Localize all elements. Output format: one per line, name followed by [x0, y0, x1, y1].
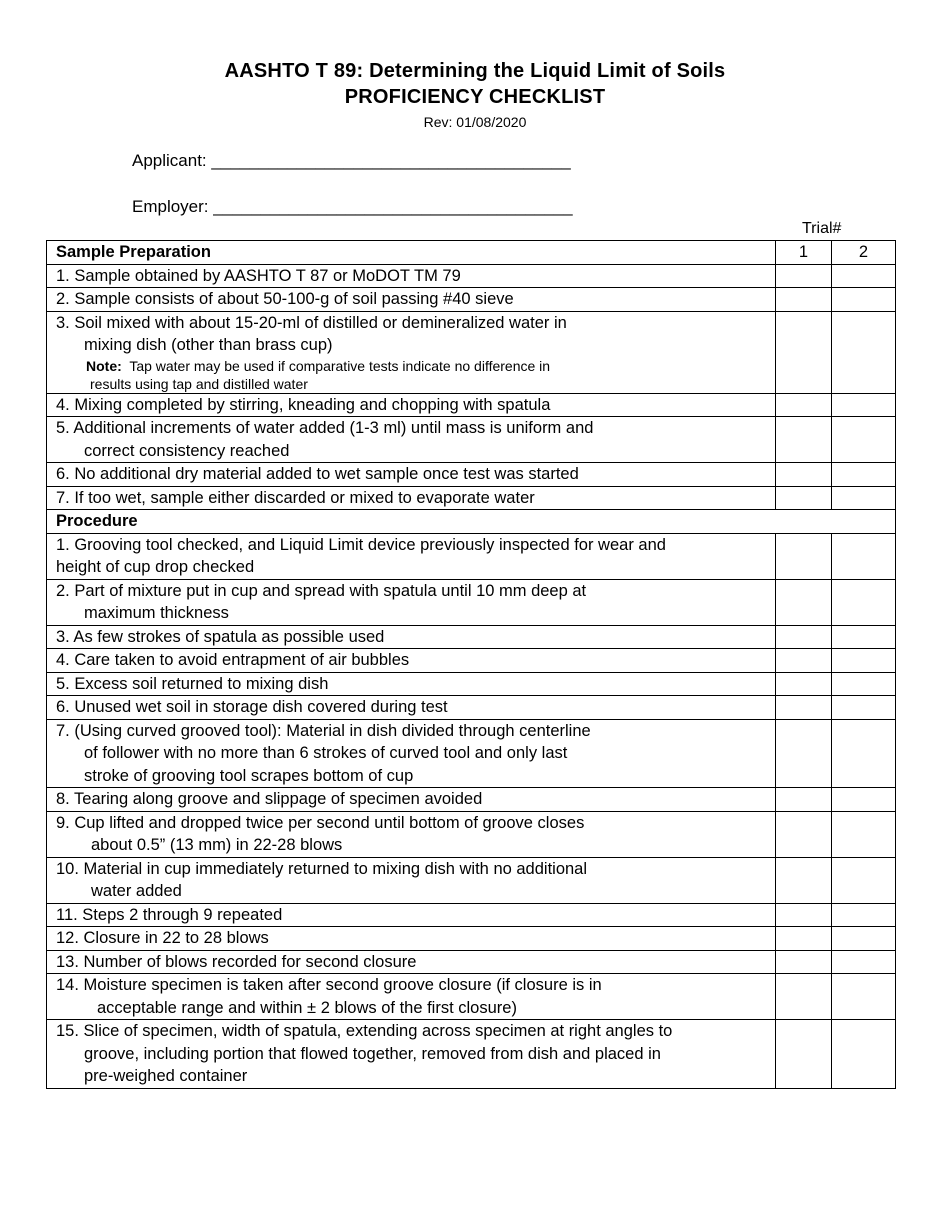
trial-2-cell[interactable]: [832, 788, 896, 812]
item-text: height of cup drop checked: [56, 558, 255, 576]
checklist-item: 3. As few strokes of spatula as possible used: [47, 625, 776, 649]
item-text: groove, including portion that flowed together, removed from dish and placed in: [84, 1044, 661, 1063]
item-text: maximum thickness: [84, 604, 229, 622]
trial-2-cell[interactable]: [832, 417, 896, 463]
trial-1-cell[interactable]: [776, 579, 832, 625]
trial-1-cell[interactable]: [776, 533, 832, 579]
trial-1-cell[interactable]: [776, 393, 832, 417]
checklist-row: [47, 950, 896, 974]
item-text: 9. Cup lifted and dropped twice per second until bottom of groove closes: [56, 813, 585, 832]
sample-preparation-heading: Sample Preparation: [47, 241, 776, 265]
note-text: Tap water may be used if comparative tests indicate no difference in: [129, 357, 551, 374]
checklist-item: 12. Closure in 22 to 28 blows: [47, 927, 776, 951]
applicant-field[interactable]: [132, 151, 571, 171]
trial-1-cell[interactable]: [776, 311, 832, 393]
trial-1-cell[interactable]: [776, 625, 832, 649]
employer-field[interactable]: [132, 197, 573, 217]
item-text: pre-weighed container: [84, 1067, 248, 1085]
checklist-row: [47, 927, 896, 951]
checklist-row: [47, 579, 896, 625]
item-text: mixing dish (other than brass cup): [84, 336, 333, 354]
applicant-label: Applicant:: [132, 151, 207, 170]
item-text: 3. Soil mixed with about 15-20-ml of distilled or demineralized water in: [56, 313, 567, 332]
trial-1-header: 1: [776, 241, 832, 265]
checklist-row: [47, 788, 896, 812]
trial-2-cell[interactable]: [832, 672, 896, 696]
trial-2-cell[interactable]: [832, 696, 896, 720]
trial-1-cell[interactable]: [776, 417, 832, 463]
checklist-item: 4. Mixing completed by stirring, kneading and chopping with spatula: [47, 393, 776, 417]
trial-1-cell[interactable]: [776, 672, 832, 696]
checklist-item: 7. If too wet, sample either discarded or mixed to evaporate water: [47, 486, 776, 510]
checklist-item: 4. Care taken to avoid entrapment of air bubbles: [47, 649, 776, 673]
trial-2-cell[interactable]: [832, 311, 896, 393]
checklist-row: [47, 533, 896, 579]
trial-1-cell[interactable]: [776, 950, 832, 974]
trial-2-cell[interactable]: [832, 579, 896, 625]
procedure-heading: Procedure: [47, 510, 896, 534]
checklist-row: [47, 696, 896, 720]
item-text: stroke of grooving tool scrapes bottom of cup: [84, 766, 414, 785]
item-note: [56, 357, 775, 375]
item-text: 14. Moisture specimen is taken after second groove closure (if closure is in: [56, 976, 602, 994]
trial-2-cell[interactable]: [832, 974, 896, 1020]
employer-label: Employer:: [132, 197, 209, 216]
checklist-item: [47, 311, 776, 393]
note-label: Note:: [86, 357, 122, 374]
checklist-row: [47, 672, 896, 696]
item-text: 5. Additional increments of water added (1-3 ml) until mass is uniform and: [56, 419, 594, 437]
trial-1-cell[interactable]: [776, 649, 832, 673]
trial-2-cell[interactable]: [832, 950, 896, 974]
checklist-item: 6. Unused wet soil in storage dish covered during test: [47, 696, 776, 720]
checklist-row: [47, 463, 896, 487]
checklist-row: [47, 417, 896, 463]
trial-1-cell[interactable]: [776, 719, 832, 788]
trial-1-cell[interactable]: [776, 264, 832, 288]
item-text: 7. (Using curved grooved tool): Material in dish divided through centerline: [56, 721, 591, 740]
checklist-row: [47, 288, 896, 312]
item-text: acceptable range and within ± 2 blows of the first closure): [97, 998, 517, 1017]
trial-2-cell[interactable]: [832, 719, 896, 788]
trial-1-cell[interactable]: [776, 288, 832, 312]
item-text: water added: [91, 882, 182, 900]
document-title: AASHTO T 89: Determining the Liquid Limit of Soils: [224, 60, 726, 82]
trial-2-cell[interactable]: [832, 288, 896, 312]
checklist-item: [47, 533, 776, 579]
checklist-row: [47, 719, 896, 788]
trial-2-cell[interactable]: [832, 857, 896, 903]
trial-1-cell[interactable]: [776, 1020, 832, 1089]
checklist-row: [47, 857, 896, 903]
proficiency-checklist-table: [46, 240, 896, 1089]
trial-1-cell[interactable]: [776, 696, 832, 720]
trial-1-cell[interactable]: [776, 788, 832, 812]
trial-2-cell[interactable]: [832, 486, 896, 510]
checklist-item: 1. Sample obtained by AASHTO T 87 or MoDOT TM 79: [47, 264, 776, 288]
item-text: 15. Slice of specimen, width of spatula, extending across specimen at right angles to: [56, 1022, 673, 1040]
section-header-row: [47, 241, 896, 265]
trial-number-label: Trial#: [802, 220, 842, 237]
trial-2-cell[interactable]: [832, 649, 896, 673]
checklist-item: [47, 974, 776, 1020]
trial-1-cell[interactable]: [776, 857, 832, 903]
checklist-item: 2. Sample consists of about 50-100-g of soil passing #40 sieve: [47, 288, 776, 312]
checklist-row: [47, 393, 896, 417]
trial-2-cell[interactable]: [832, 927, 896, 951]
note-text: results using tap and distilled water: [90, 375, 308, 392]
trial-1-cell[interactable]: [776, 486, 832, 510]
checklist-item: [47, 579, 776, 625]
item-text: about 0.5” (13 mm) in 22-28 blows: [91, 836, 343, 854]
document-subtitle: PROFICIENCY CHECKLIST: [344, 86, 606, 108]
applicant-blank-line[interactable]: ______________________________________: [211, 151, 571, 170]
trial-1-cell[interactable]: [776, 927, 832, 951]
item-text: 2. Part of mixture put in cup and spread with spatula until 10 mm deep at: [56, 581, 587, 600]
checklist-row: [47, 903, 896, 927]
trial-2-cell[interactable]: [832, 811, 896, 857]
section-header-row: [47, 510, 896, 534]
trial-2-cell[interactable]: [832, 264, 896, 288]
checklist-row: [47, 811, 896, 857]
trial-2-cell[interactable]: [832, 1020, 896, 1089]
trial-1-cell[interactable]: [776, 811, 832, 857]
employer-blank-line[interactable]: ______________________________________: [213, 197, 573, 216]
trial-1-cell[interactable]: [776, 463, 832, 487]
checklist-item: [47, 857, 776, 903]
document-header: [0, 58, 950, 132]
trial-2-header: 2: [832, 241, 896, 265]
checklist-item: 11. Steps 2 through 9 repeated: [47, 903, 776, 927]
checklist-item: [47, 1020, 776, 1089]
item-text: of follower with no more than 6 strokes of curved tool and only last: [84, 744, 568, 762]
trial-2-cell[interactable]: [832, 625, 896, 649]
revision-date: Rev: 01/08/2020: [423, 114, 527, 130]
checklist-row: [47, 1020, 896, 1089]
item-text: 10. Material in cup immediately returned to mixing dish with no additional: [56, 859, 588, 878]
checklist-row: [47, 974, 896, 1020]
trial-2-cell[interactable]: [832, 393, 896, 417]
item-text: correct consistency reached: [84, 441, 290, 460]
checklist-row: [47, 486, 896, 510]
checklist-item: 6. No additional dry material added to wet sample once test was started: [47, 463, 776, 487]
checklist-item: [47, 811, 776, 857]
checklist-item: 13. Number of blows recorded for second closure: [47, 950, 776, 974]
trial-2-cell[interactable]: [832, 903, 896, 927]
checklist-item: 5. Excess soil returned to mixing dish: [47, 672, 776, 696]
trial-2-cell[interactable]: [832, 533, 896, 579]
trial-1-cell[interactable]: [776, 903, 832, 927]
item-text: 1. Grooving tool checked, and Liquid Limit device previously inspected for wear and: [56, 535, 666, 554]
checklist-row: [47, 311, 896, 393]
checklist-item: [47, 719, 776, 788]
checklist-row: [47, 649, 896, 673]
checklist-item: 8. Tearing along groove and slippage of specimen avoided: [47, 788, 776, 812]
checklist-row: [47, 625, 896, 649]
checklist-row: [47, 264, 896, 288]
checklist-item: [47, 417, 776, 463]
trial-2-cell[interactable]: [832, 463, 896, 487]
trial-1-cell[interactable]: [776, 974, 832, 1020]
